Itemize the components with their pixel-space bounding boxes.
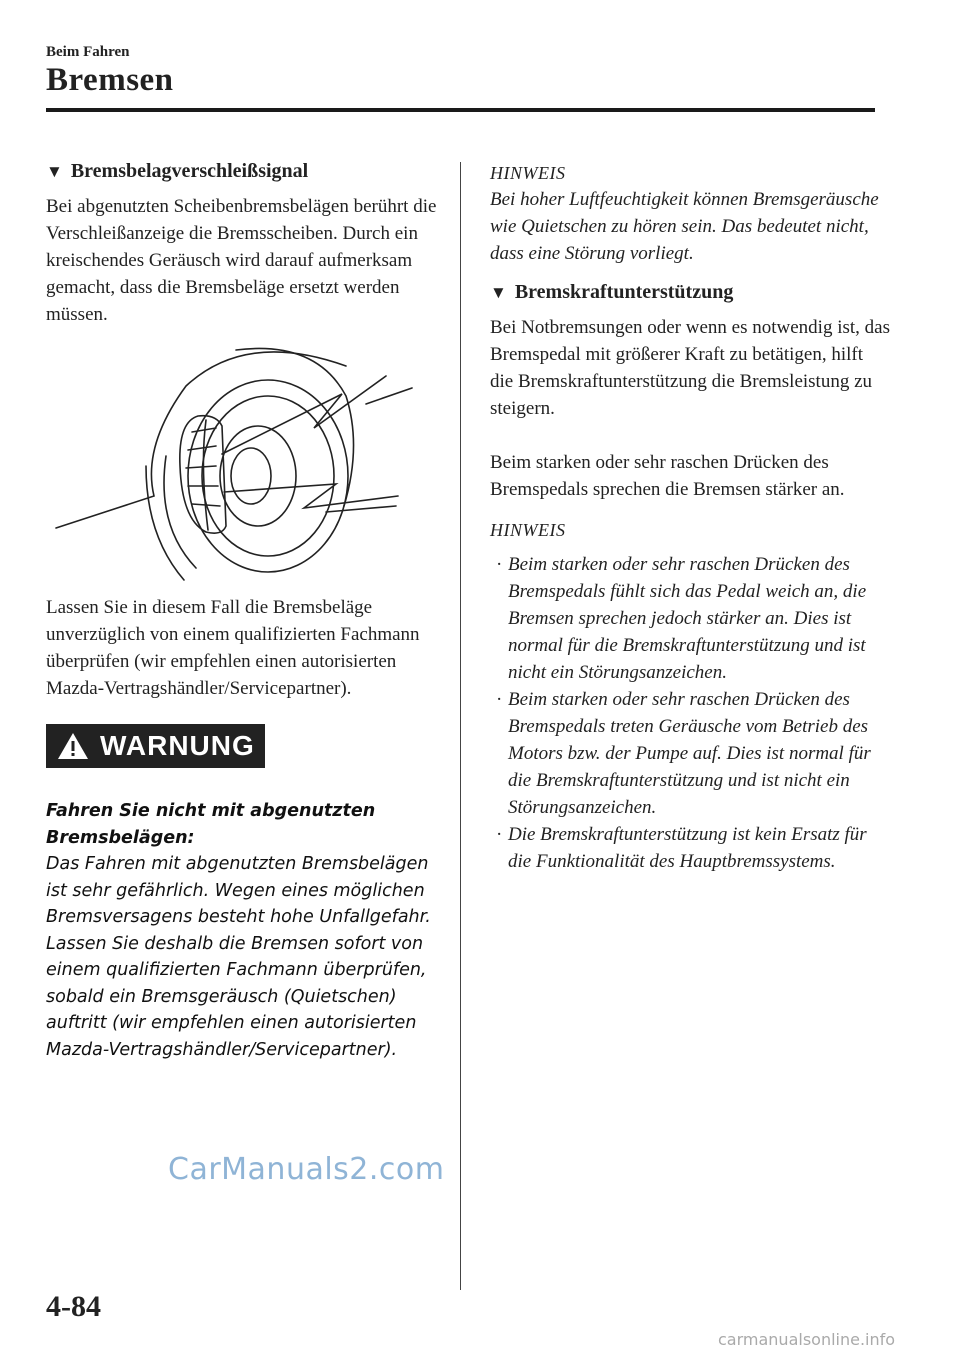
list-item-text: Beim starken oder sehr raschen Drücken des Bremspedals treten Geräusche vom Betrieb des Motors bzw. der Pumpe auf. Dies ist normal für die Bremskraftunterstützung und ist nicht ein Störungsanzeichen.: [508, 689, 871, 818]
triangle-down-icon: ▼: [46, 162, 63, 181]
note-title-2: HINWEIS: [490, 520, 566, 540]
wear-signal-intro: Bei abgenutzten Scheibenbremsbelägen berührt die Verschleißanzeige die Bremsscheiben. Durch ein kreischendes Geräusch wird darauf aufmerksam gemacht, dass die Bremsbeläge ersetzt werden müssen.: [46, 196, 437, 325]
warning-body: Das Fahren mit abgenutzten Bremsbelägen ist sehr gefährlich. Wegen eines möglichen Bremsversagens besteht hohe Unfallgefahr. Lassen Sie deshalb die Bremsen sofort von einem qualifizierten Fachmann überprüfen, sobald ein Bremsgeräusch (Quietschen) auftritt (wir empfehlen einen autorisierten Mazda-Vertragshändler/Servicepartner).: [46, 854, 431, 1060]
header-rule: [46, 108, 875, 112]
heading-text: Bremskraftunterstützung: [514, 281, 734, 303]
bullet-icon: ·: [496, 554, 503, 575]
list-item: [496, 551, 890, 686]
footer-site: carmanualsonline.info: [718, 1330, 896, 1349]
triangle-down-icon: ▼: [490, 283, 507, 302]
note-text-1: Bei hoher Luftfeuchtigkeit können Bremsgeräusche wie Quietschen zu hören sein. Das bedeutet nicht, dass eine Störung vorliegt.: [490, 189, 879, 264]
brake-disc-drawing: [46, 336, 446, 584]
list-item-text: Beim starken oder sehr raschen Drücken des Bremspedals fühlt sich das Pedal weich an, die Bremsen sprechen jedoch stärker an. Dies ist normal für die Bremskraftunterstützung und ist nicht ein Störungsanzeichen.: [508, 554, 867, 683]
heading-brake-assist: [490, 281, 890, 304]
list-item: [496, 821, 890, 875]
right-column: [490, 160, 890, 875]
left-column: [46, 160, 446, 1063]
note-list: [490, 551, 890, 875]
warning-title: Fahren Sie nicht mit abgenutzten Bremsbelägen:: [46, 801, 376, 848]
bullet-icon: ·: [496, 689, 503, 710]
page-title: Bremsen: [46, 62, 174, 98]
list-item-text: Die Bremskraftunterstützung ist kein Ersatz für die Funktionalität des Hauptbremssystems.: [508, 824, 867, 872]
after-figure-text: Lassen Sie in diesem Fall die Bremsbeläge unverzüglich von einem qualifizierten Fachmann überprüfen (wir empfehlen einen autorisierten Mazda-Vertragshändler/Servicepartner).: [46, 597, 420, 699]
warning-triangle-icon: [56, 731, 90, 761]
page-number: 4-84: [46, 1290, 101, 1323]
heading-text: Bremsbelagverschleißsignal: [70, 160, 309, 182]
bullet-icon: ·: [496, 824, 503, 845]
heading-wear-signal: [46, 160, 446, 183]
brake-wear-illustration: [46, 336, 446, 584]
column-divider: [460, 162, 461, 1290]
note-title-1: HINWEIS: [490, 163, 566, 183]
list-item: [496, 686, 890, 821]
brake-assist-para1: Bei Notbremsungen oder wenn es notwendig ist, das Bremspedal mit größerer Kraft zu betätigen, hilft die Bremskraftunterstützung die Bremsleistung zu steigern.: [490, 317, 890, 419]
brake-assist-para2: Beim starken oder sehr raschen Drücken des Bremspedals sprechen die Bremsen stärker an.: [490, 452, 845, 500]
warning-badge: [46, 724, 265, 768]
warning-label: WARNUNG: [100, 730, 255, 761]
warning-text: [46, 798, 446, 1063]
watermark: CarManuals2.com: [168, 1152, 445, 1187]
section-label: Beim Fahren: [46, 44, 130, 60]
